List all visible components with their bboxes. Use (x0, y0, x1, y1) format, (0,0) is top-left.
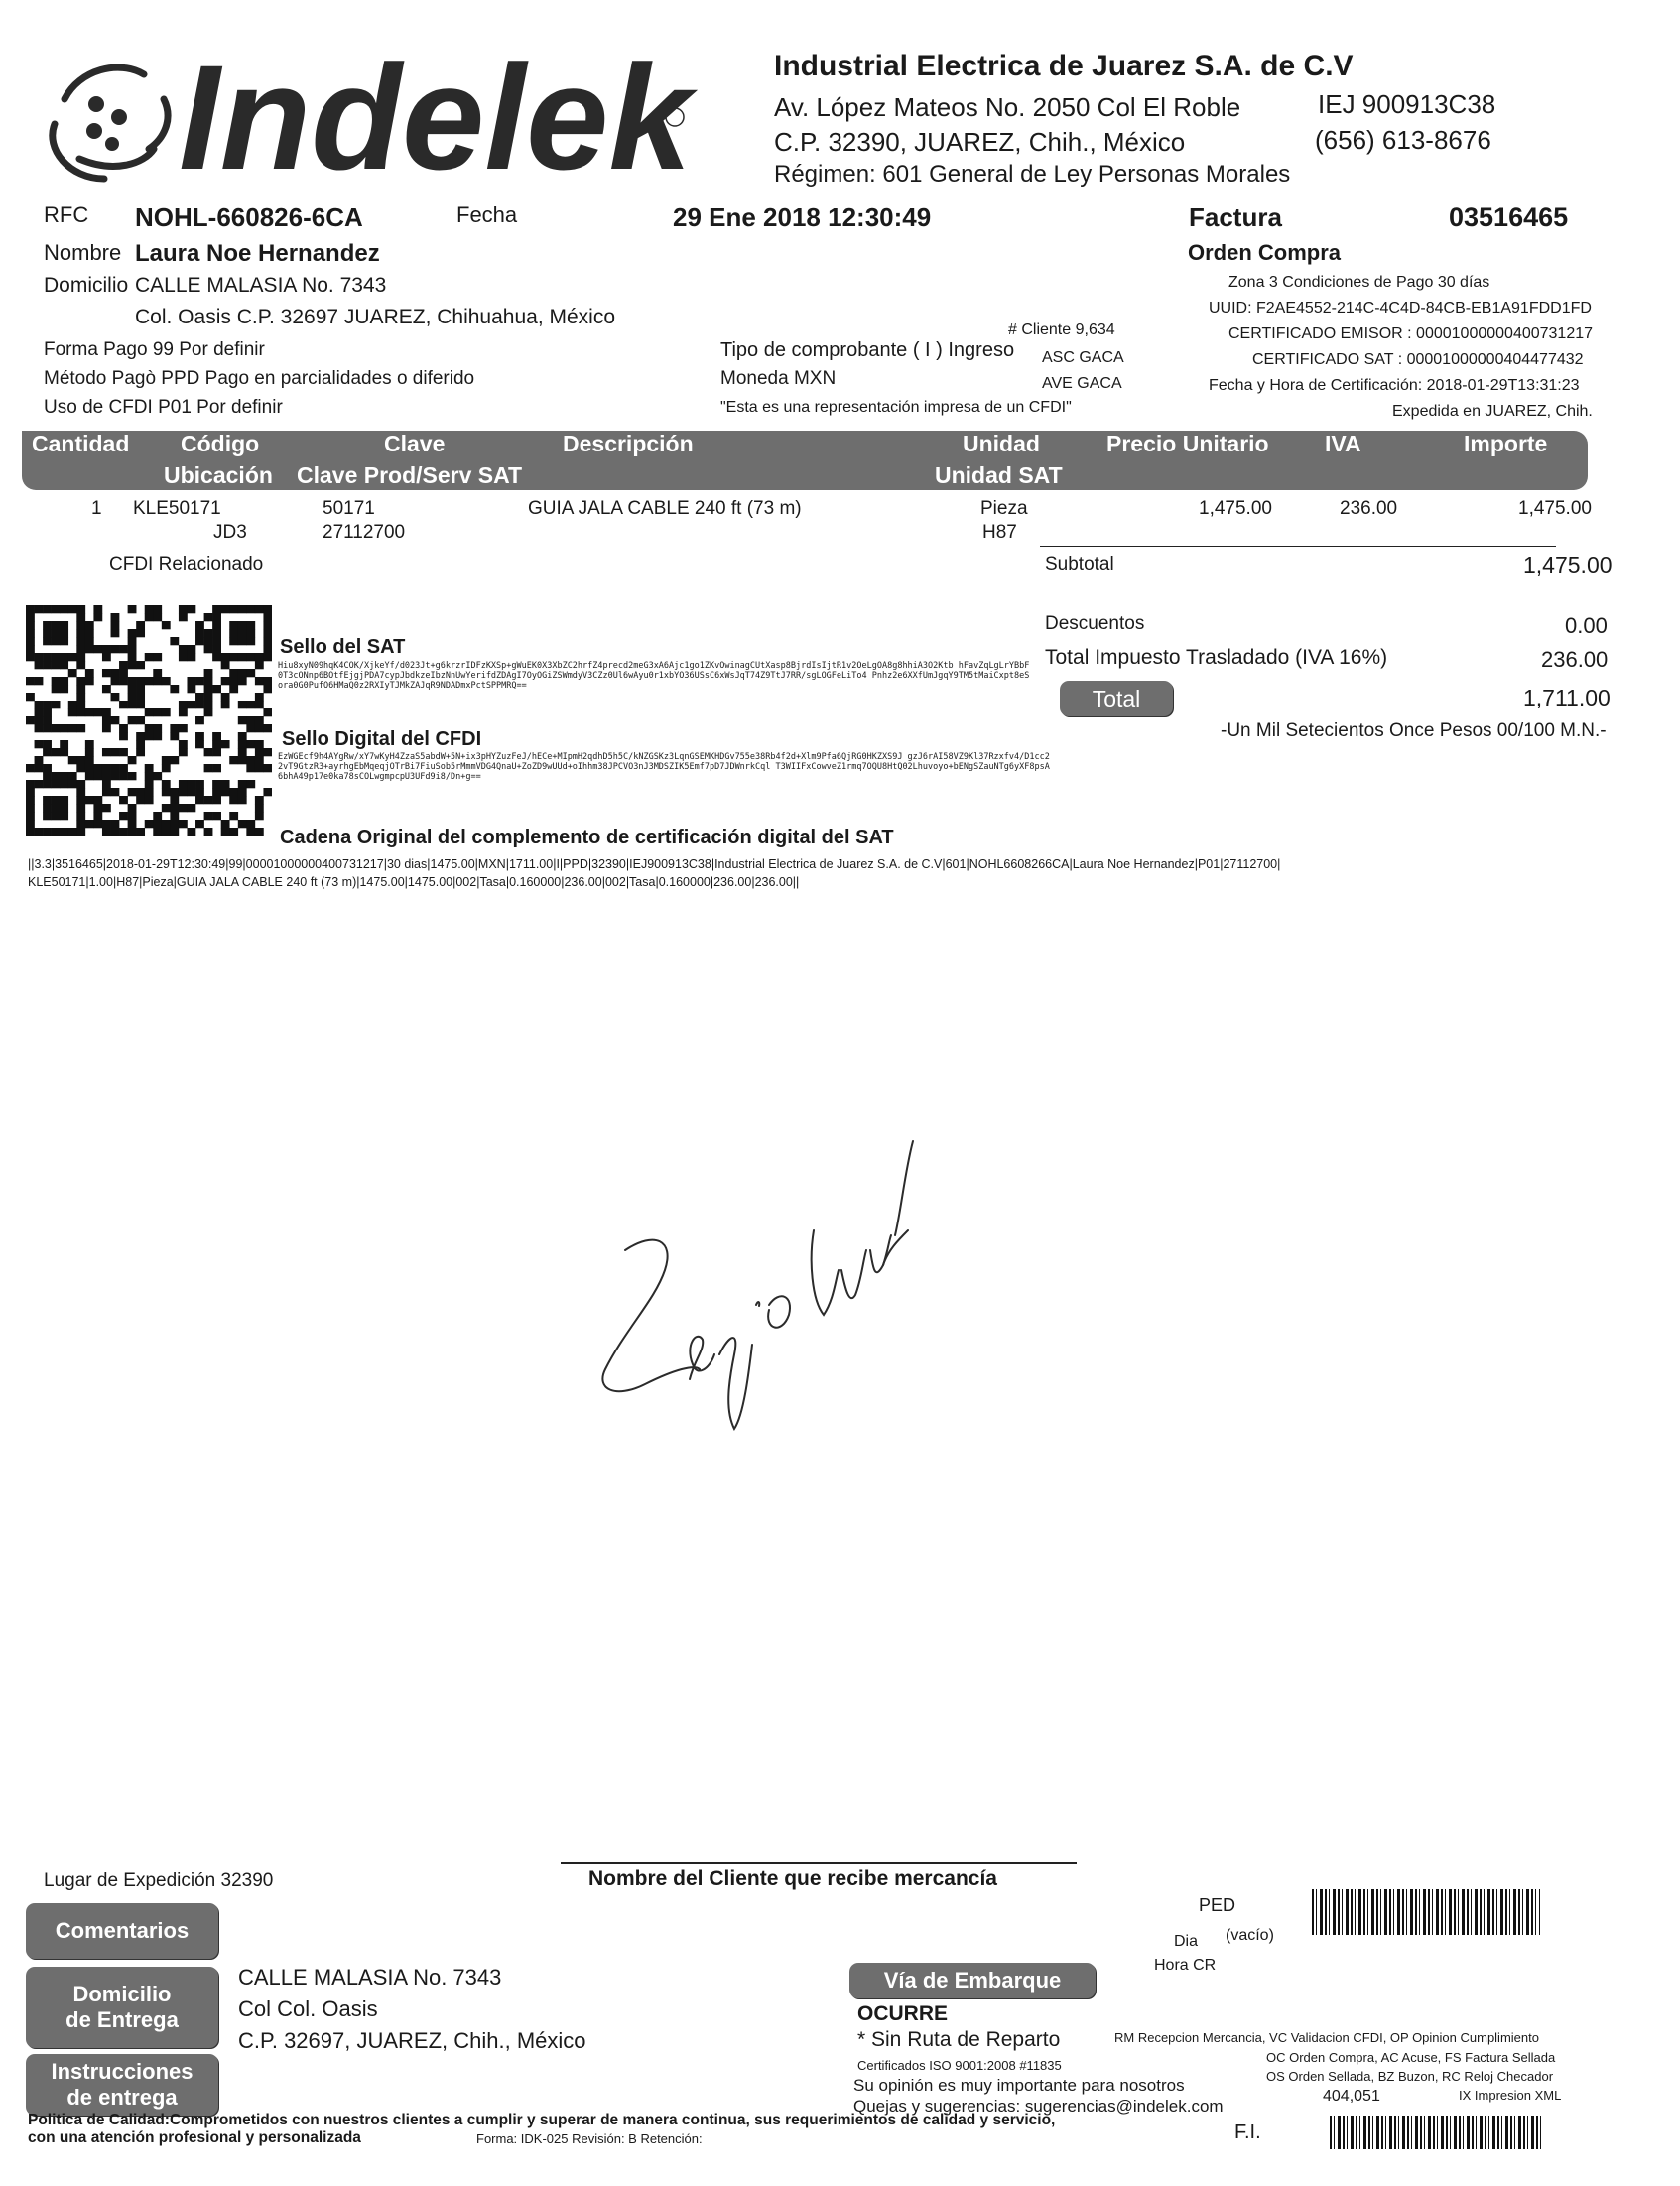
row-descripcion: GUIA JALA CABLE 240 ft (73 m) (528, 498, 802, 519)
ruta-reparto: * Sin Ruta de Reparto (857, 2028, 1061, 2051)
domicilio-entrega-tab (26, 1967, 218, 2048)
leyenda-2: OC Orden Compra, AC Acuse, FS Factura Sellada (1266, 2050, 1556, 2065)
entrega-linea-3: C.P. 32697, JUAREZ, Chih., México (238, 2028, 586, 2053)
instrucciones-tab (26, 2054, 218, 2116)
entrega-linea-2: Col Col. Oasis (238, 1996, 378, 2021)
politica-calidad-2: con una atención profesional y personalizada (28, 2129, 361, 2146)
invoice-number: 03516465 (1449, 202, 1569, 232)
client-address-2: Col. Oasis C.P. 32697 JUAREZ, Chihuahua, México (135, 306, 616, 328)
recibe-mercancia-label: Nombre del Cliente que recibe mercancía (588, 1867, 997, 1890)
table-header (22, 431, 1588, 490)
row-clave-sat: 27112700 (323, 522, 406, 543)
row-precio: 1,475.00 (1199, 498, 1272, 519)
client-name: Laura Noe Hernandez (135, 240, 380, 267)
table-divider (1040, 546, 1556, 547)
row-ubicacion: JD3 (213, 522, 247, 543)
nombre-label: Nombre (44, 240, 122, 265)
company-address-1: Av. López Mateos No. 2050 Col El Roble (774, 92, 1241, 122)
company-phone: (656) 613-8676 (1315, 125, 1491, 155)
col-unidad-sat: Unidad SAT (935, 462, 1063, 488)
numero-404051: 404,051 (1323, 2088, 1380, 2105)
rfc-label: RFC (44, 202, 89, 227)
cliente-number: # Cliente 9,634 (1008, 321, 1115, 338)
entrega-linea-1: CALLE MALASIA No. 7343 (238, 1965, 502, 1990)
sello-sat-label: Sello del SAT (280, 636, 406, 658)
col-unidad: Unidad (963, 431, 1040, 456)
invoice-date: 29 Ene 2018 12:30:49 (673, 202, 932, 232)
impuesto-label: Total Impuesto Trasladado (IVA 16%) (1045, 646, 1388, 669)
moneda: Moneda MXN (720, 368, 837, 389)
politica-calidad-1: Politica de Calidad:Comprometidos con nuestros clientes a cumplir y superar de manera continua, sus requerimientos de calidad y servicio, (28, 2112, 1056, 2128)
cert-emisor: CERTIFICADO EMISOR : 00001000000400731217 (1228, 325, 1594, 342)
col-iva: IVA (1325, 431, 1361, 456)
sello-cfdi: EzWGEcf9h4AYgRw/xY7wKyH4ZzaS5abdW+5N+ix3pHYZuzFeJ/hECe+MIpmH2qdhD5h5C/kNZGSKz3LqnGSEMKHDGv755e38Rb4f2d+Xlm9Pfa6QjRG0HKZXS9J gzJ6rAI58VZ9Kl37Rzxfv4/D1cc22vT9GtzR3+ayrhgEbMqeqjOTrBi7FiuSob5rMmmVDG4QnaU+ZoZD9wUUd+oIhhm38JPCVO3nJ3MDSZIK5Emf7pD7JDWnrkCql T3WIIFxCowveZ1rmq7OQU8HtQ02Lhuvoyo+bENgSZauNTg6yXF8psA6bhA49p17e0ka78sCOLwgmpcpU3UFd9i8/Dn+g== (278, 752, 1050, 782)
uuid: UUID: F2AE4552-214C-4C4D-84CB-EB1A91FDD1FD (1209, 300, 1592, 317)
row-importe: 1,475.00 (1518, 498, 1592, 519)
metodo-pago: Método Pagò PPD Pago en parcialidades o diferido (44, 368, 475, 389)
col-descripcion: Descripción (563, 431, 694, 456)
total-badge (1060, 681, 1173, 716)
handwritten-signature (585, 1131, 972, 1449)
comentarios-tab (26, 1903, 218, 1959)
company-regimen: Régimen: 601 General de Ley Personas Morales (774, 161, 1291, 188)
opinion-text: Su opinión es muy importante para nosotros (853, 2076, 1185, 2095)
factura-label: Factura (1189, 202, 1282, 232)
fi-label: F.I. (1234, 2122, 1261, 2143)
qr-code (26, 605, 272, 836)
col-codigo: Código (181, 431, 260, 456)
ped-label: PED (1199, 1895, 1236, 1915)
cadena-label: Cadena Original del complemento de certificación digital del SAT (280, 827, 894, 848)
cert-sat: CERTIFICADO SAT : 00001000000404477432 (1252, 351, 1584, 368)
col-clave: Clave (384, 431, 446, 456)
via-embarque-label: Vía de Embarque (883, 1968, 1062, 1993)
subtotal-label: Subtotal (1045, 554, 1114, 575)
leyenda-3: OS Orden Sellada, BZ Buzon, RC Reloj Checador (1266, 2069, 1554, 2084)
subtotal-value: 1,475.00 (1523, 552, 1613, 578)
total-label: Total (1092, 686, 1141, 711)
total-letra: -Un Mil Setecientos Once Pesos 00/100 M.N.- (1221, 720, 1607, 741)
col-ubicacion: Ubicación (164, 462, 273, 488)
client-rfc: NOHL-660826-6CA (135, 202, 363, 232)
vacio-label: (vacío) (1226, 1927, 1274, 1944)
via-embarque-tab (849, 1963, 1096, 1998)
company-logo (25, 30, 700, 198)
company-name: Industrial Electrica de Juarez S.A. de C.V (774, 50, 1354, 82)
quejas-text: Quejas y sugerencias: sugerencias@indelek.com (853, 2097, 1224, 2116)
uso-cfdi: Uso de CFDI P01 Por definir (44, 397, 283, 418)
tipo-comprobante: Tipo de comprobante ( I ) Ingreso (720, 339, 1015, 361)
col-importe: Importe (1464, 431, 1548, 456)
cfdi-relacionado: CFDI Relacionado (109, 554, 264, 575)
orden-compra-label: Orden Compra (1188, 240, 1342, 265)
client-address-1: CALLE MALASIA No. 7343 (135, 274, 387, 297)
comentarios-label: Comentarios (55, 1918, 190, 1943)
iso-certificado: Certificados ISO 9001:2008 #11835 (857, 2058, 1062, 2073)
row-unidad: Pieza (980, 498, 1028, 519)
forma-revision: Forma: IDK-025 Revisión: B Retención: (476, 2131, 703, 2146)
col-cantidad: Cantidad (32, 431, 130, 456)
company-rfc: IEJ 900913C38 (1318, 89, 1496, 119)
instrucciones-label: Instrucciones de entrega (51, 2059, 194, 2110)
fecha-label: Fecha (456, 202, 518, 227)
row-clave: 50171 (323, 498, 375, 519)
row-cantidad: 1 (91, 498, 102, 519)
lugar-expedicion: Lugar de Expedición 32390 (44, 1870, 274, 1891)
representacion-impresa: "Esta es una representación impresa de un CFDI" (720, 399, 1072, 416)
barcode-top (1312, 1889, 1540, 1935)
firma-line (561, 1862, 1077, 1864)
descuentos-value: 0.00 (1565, 613, 1608, 638)
hora-label: Hora CR (1154, 1957, 1217, 1974)
leyenda-1: RM Recepcion Mercancia, VC Validacion CFDI, OP Opinion Cumplimiento (1114, 2030, 1539, 2045)
ave: AVE GACA (1042, 375, 1122, 392)
zona-condiciones: Zona 3 Condiciones de Pago 30 días (1228, 274, 1490, 291)
barcode-bottom (1330, 2116, 1542, 2149)
expedida: Expedida en JUAREZ, Chih. (1392, 403, 1593, 420)
col-clave-sat: Clave Prod/Serv SAT (297, 462, 523, 488)
descuentos-label: Descuentos (1045, 613, 1145, 634)
row-iva: 236.00 (1340, 498, 1398, 519)
impuesto-value: 236.00 (1541, 647, 1609, 672)
asc: ASC GACA (1042, 349, 1124, 366)
dia-label: Dia (1174, 1933, 1199, 1950)
via-embarque-value: OCURRE (857, 2002, 949, 2025)
fecha-certificacion: Fecha y Hora de Certificación: 2018-01-29T13:31:23 (1209, 377, 1580, 394)
domicilio-label: Domicilio (44, 274, 129, 297)
row-unidad-sat: H87 (982, 522, 1017, 543)
total-value: 1,711.00 (1523, 685, 1611, 710)
cadena-original: ||3.3|3516465|2018-01-29T12:30:49|99|00001000000400731217|30 dias|1475.00|MXN|1711.00|I|PPD|32390|IEJ900913C38|Industrial Electrica de Juarez S.A. de C.V|601|NOHL6608266CA|Laura Noe Hernandez|P01|27112700|KLE50171|1.00|H87|Pieza|GUIA JALA CABLE 240 ft (73 m)|1475.00|1475.00|002|Tasa|0.160000|236.00|002|Tasa|0.160000|236.00|236.00|| (28, 857, 1281, 889)
col-precio: Precio Unitario (1106, 431, 1269, 456)
domicilio-entrega-label: Domicilio de Entrega (65, 1982, 179, 2032)
brand-wordmark: Indelek (179, 34, 692, 198)
sello-sat: Hiu8xyN09hqK4COK/XjkeYf/d023Jt+g6krzrIDFzKXSp+gWuEK0X3XbZC2hrfZ4precd2meG3xA6Ajc1go1ZKvOwinagCUtXasp8BjrdIsIjtR1v2OeLgOA8g8hhiA3O2Ktb hFavZqLgLrYBbF0T3cONnp6BOtfEjgjPDA7cypJbdkzeIbzNnUwYerifdZDAgI7OyOGiZSWmdyV3CZz0Ul6wAyu0r1xbYO36USsC6xWsJqT74Z9TtJ7RR/sgLOGFeLiTo4 Pnhz2e6XXfUmJgqY9TM5tMaiCxpt8eSora0G0PufO6HMaQ0z2RXIyTJMkZAJqR9NDADmxPctSPPMRQ== (278, 661, 1030, 691)
ix-impresion: IX Impresion XML (1459, 2088, 1562, 2103)
sello-cfdi-label: Sello Digital del CFDI (282, 728, 482, 750)
row-codigo: KLE50171 (133, 498, 221, 519)
forma-pago: Forma Pago 99 Por definir (44, 339, 265, 360)
company-address-2: C.P. 32390, JUAREZ, Chih., México (774, 127, 1186, 157)
